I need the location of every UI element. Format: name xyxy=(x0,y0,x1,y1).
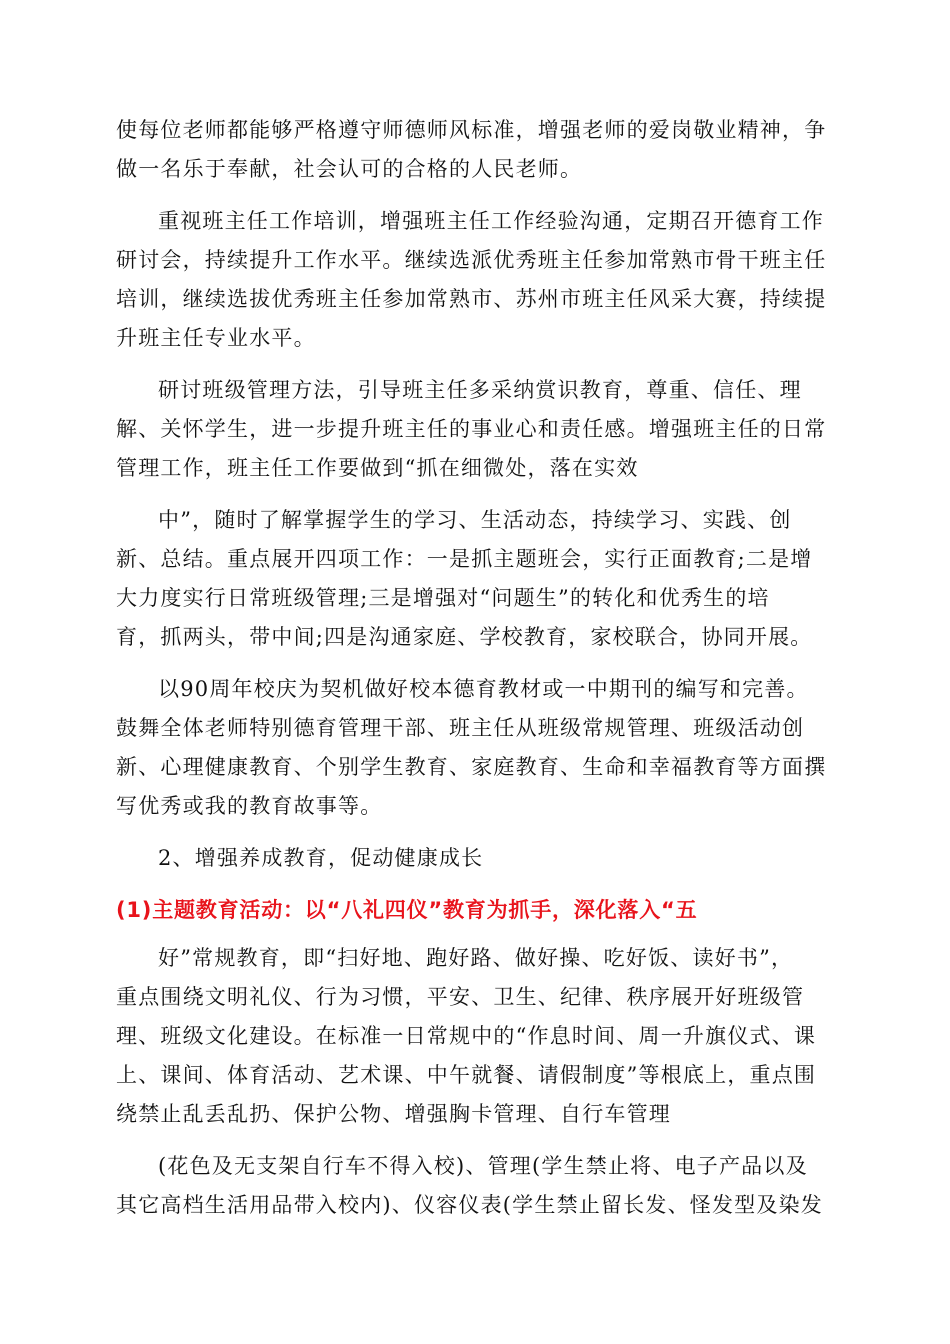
text-line: 其它高档生活用品带入校内)、仪容仪表(学生禁止留长发、怪发型及染发 xyxy=(116,1193,823,1217)
text-line: 好”常规教育，即“扫好地、跑好路、做好操、吃好饭、读好书”， xyxy=(158,946,794,970)
text-line: 绕禁止乱丢乱扔、保护公物、增强胸卡管理、自行车管理 xyxy=(116,1102,671,1126)
text-line: 育，抓两头，带中间;四是沟通家庭、学校教育，家校联合，协同开展。 xyxy=(116,625,813,649)
text-line: 管理工作，班主任工作要做到“抓在细微处，落在实效 xyxy=(116,456,639,480)
text-line: 理、班级文化建设。在标准一日常规中的“作息时间、周一升旗仪式、课 xyxy=(116,1024,817,1048)
text-line: 大力度实行日常班级管理;三是增强对“问题生”的转化和优秀生的培 xyxy=(116,586,770,610)
text-line: 研讨班级管理方法，引导班主任多采纳赏识教育，尊重、信任、理 xyxy=(158,378,802,402)
text-line: 以90周年校庆为契机做好校本德育教材或一中期刊的编写和完善。 xyxy=(158,677,809,701)
text-line: 上、课间、体育活动、艺术课、中午就餐、请假制度”等根底上，重点围 xyxy=(116,1063,817,1087)
text-line: 新、心理健康教育、个别学生教育、家庭教育、生命和幸福教育等方面撰 xyxy=(116,755,827,779)
text-line: 写优秀或我的教育故事等。 xyxy=(116,794,383,818)
subsection-heading: (1)主题教育活动：以“八礼四仪”教育为抓手，深化落入“五 xyxy=(116,898,698,922)
text-line: 重视班主任工作培训，增强班主任工作经验沟通，定期召开德育工作 xyxy=(158,209,824,233)
text-line: 解、关怀学生，进一步提升班主任的事业心和责任感。增强班主任的日常 xyxy=(116,417,827,441)
text-line: 使每位老师都能够严格遵守师德师风标准，增强老师的爱岗敬业精神，争 xyxy=(116,118,827,142)
text-line: 新、总结。重点展开四项工作：一是抓主题班会，实行正面教育;二是增 xyxy=(116,547,813,571)
text-line: 鼓舞全体老师特别德育管理干部、班主任从班级常规管理、班级活动创 xyxy=(116,716,805,740)
text-line: 重点围绕文明礼仪、行为习惯，平安、卫生、纪律、秩序展开好班级管 xyxy=(116,985,805,1009)
text-line: 中”，随时了解掌握学生的学习、生活动态，持续学习、实践、创 xyxy=(158,508,792,532)
text-line: 研讨会，持续提升工作水平。继续选派优秀班主任参加常熟市骨干班主任 xyxy=(116,248,827,272)
text-line: 培训，继续选拔优秀班主任参加常熟市、苏州市班主任风采大赛，持续提 xyxy=(116,287,827,311)
text-line: 升班主任专业水平。 xyxy=(116,326,316,350)
text-line: 做一名乐于奉献，社会认可的合格的人民老师。 xyxy=(116,157,583,181)
section-heading: 2、增强养成教育，促动健康成长 xyxy=(158,846,484,870)
text-line: (花色及无支架自行车不得入校)、管理(学生禁止将、电子产品以及 xyxy=(158,1154,808,1178)
